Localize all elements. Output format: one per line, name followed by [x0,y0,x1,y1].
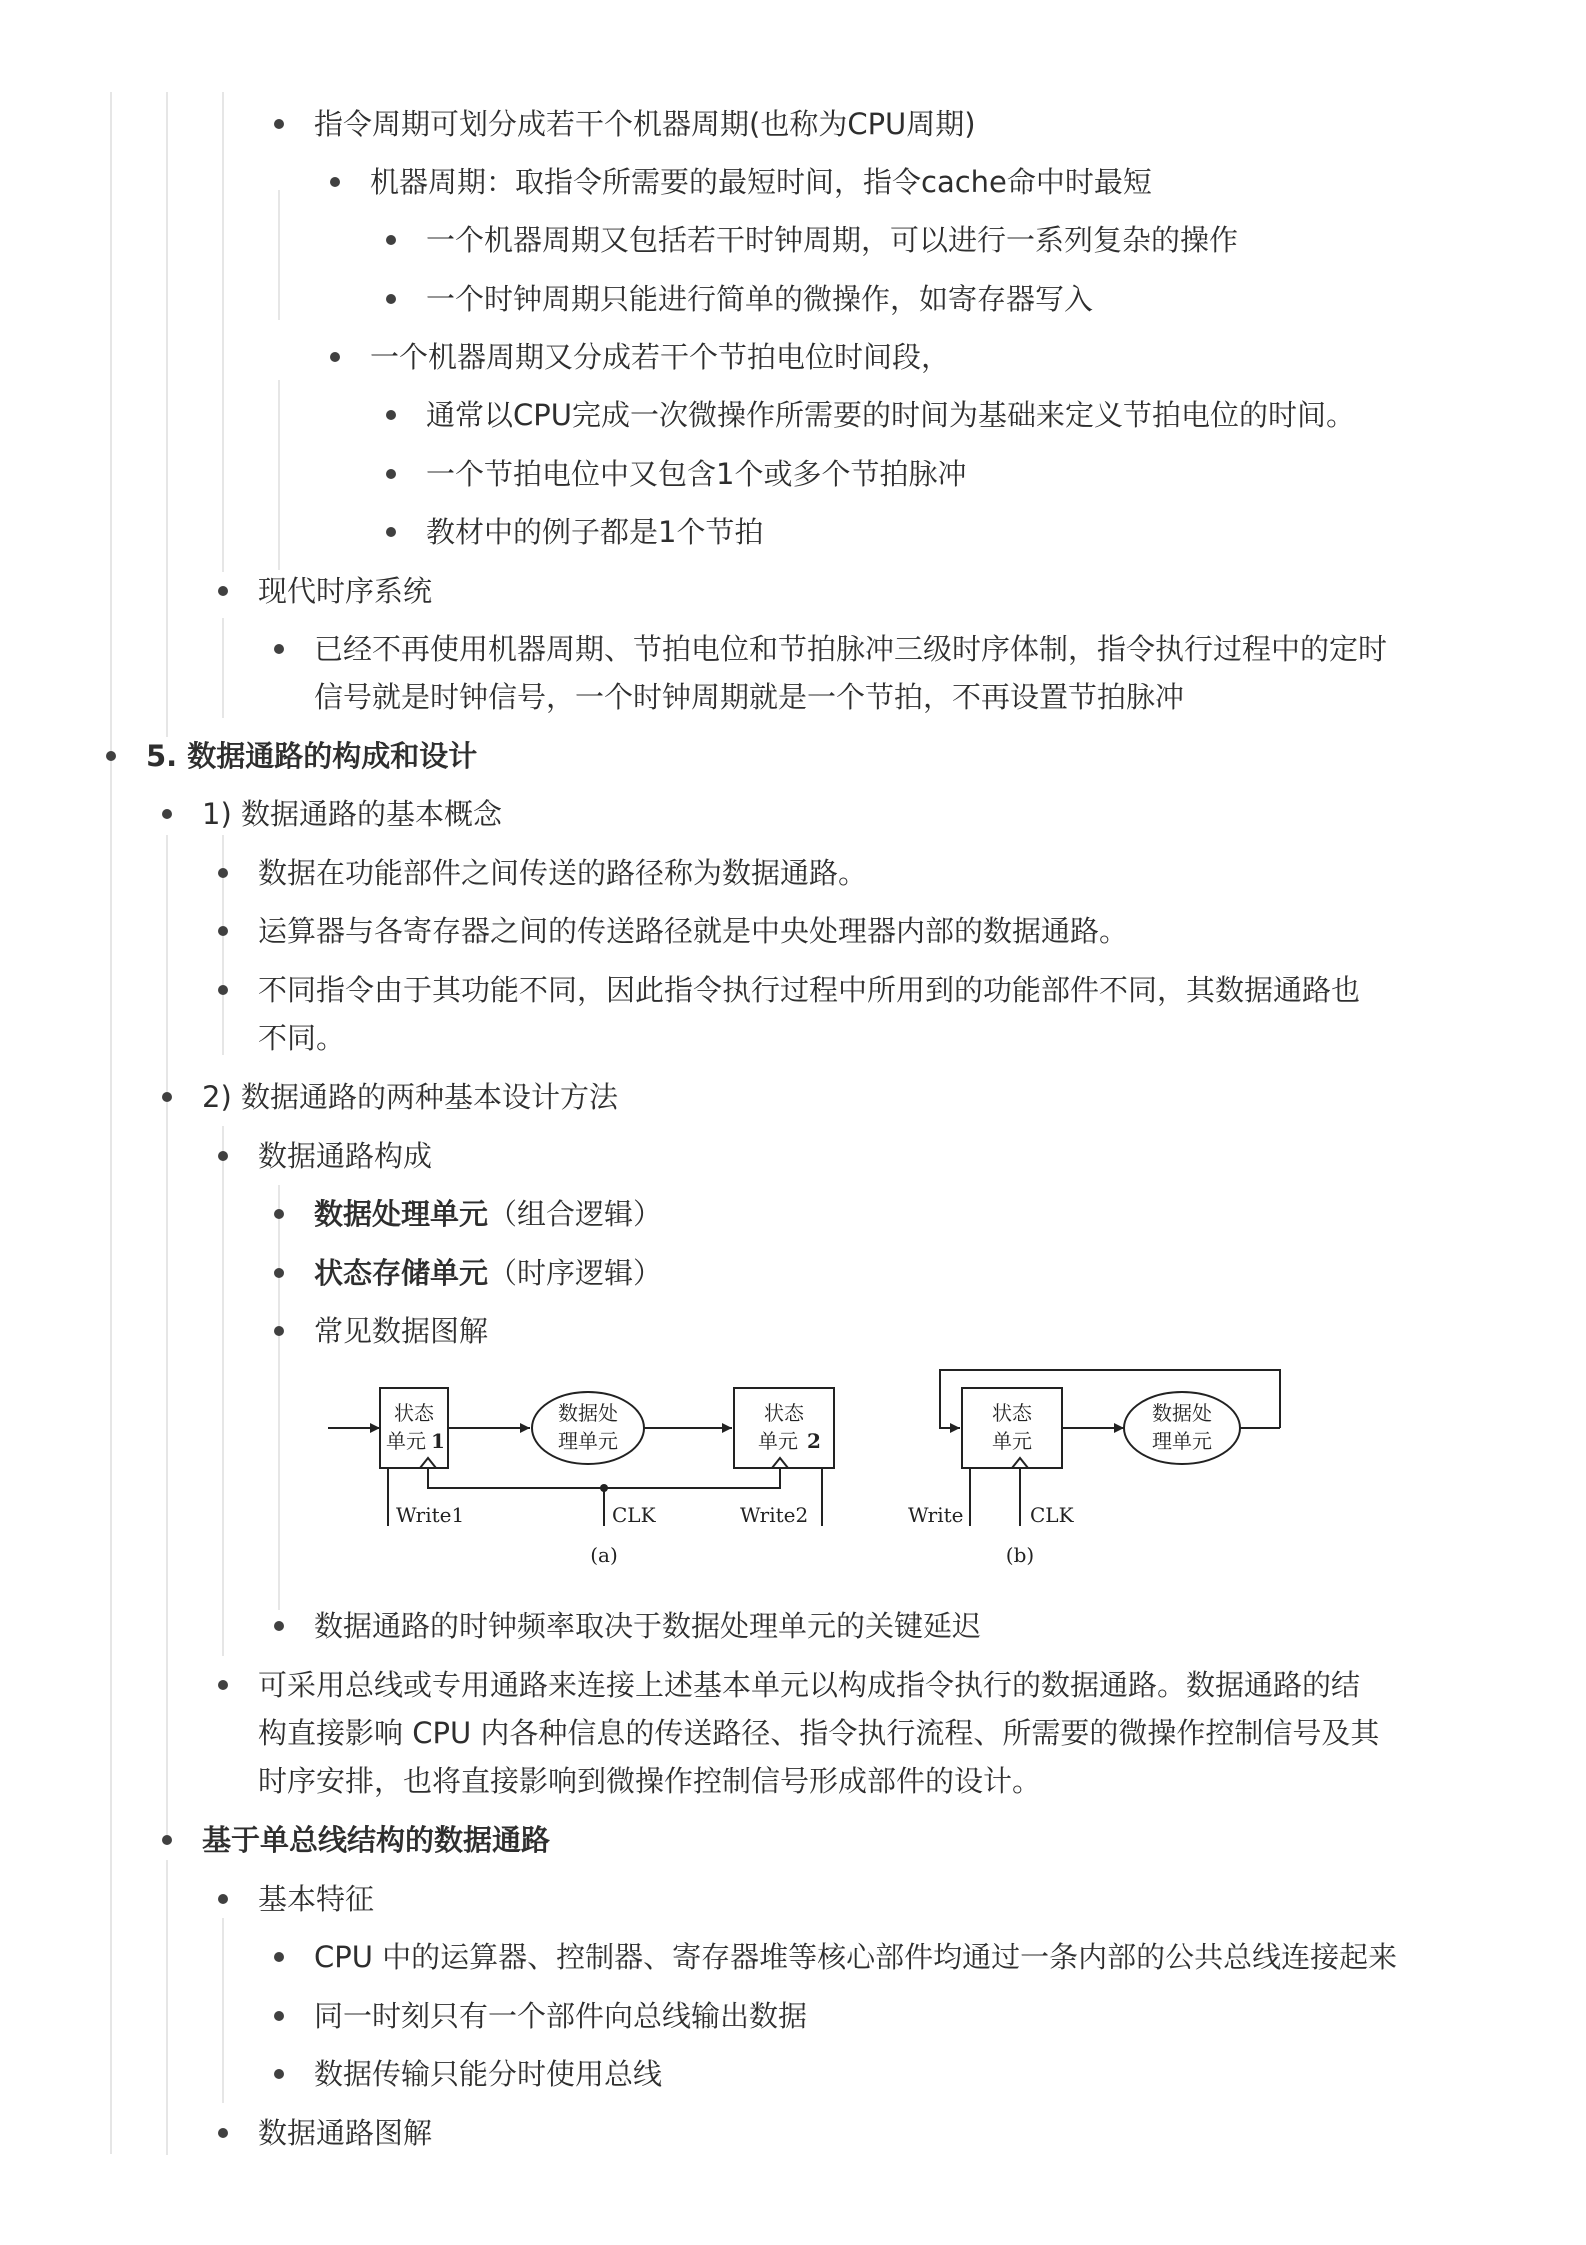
write-label: Write [908,1503,964,1527]
guide-line [222,1126,224,1656]
bullet [162,1092,172,1102]
list-item-text: 已经不再使用机器周期、节拍电位和节拍脉冲三级时序体制，指令执行过程中的定时 [314,632,1388,666]
list-item-text: 数据通路构成 [258,1139,433,1173]
bullet [386,527,396,537]
bullet [274,2069,284,2079]
list-item-text: 通常以CPU完成一次微操作所需要的时间为基础来定义节拍电位的时间。 [426,398,1355,432]
bullet [218,586,228,596]
guide-line [110,92,112,2154]
bullet [386,235,396,245]
caption-a: (a) [590,1543,618,1567]
state2-label: 单元 [758,1429,798,1453]
list-item-text: 一个机器周期又包括若干时钟周期，可以进行一系列复杂的操作 [426,223,1239,257]
list-item-text: 构直接影响 CPU 内各种信息的传送路径、指令执行流程、所需要的微操作控制信号及其 [258,1716,1380,1750]
write2-label: Write2 [740,1503,809,1527]
state2-label: 状态 [764,1401,804,1425]
bullet [218,985,228,995]
bullet [218,1894,228,1904]
bullet [274,1621,284,1631]
clock-edge [420,1458,436,1468]
state-unit-1 [380,1388,448,1468]
clk-label: CLK [1030,1503,1074,1527]
state2-number: 2 [807,1429,821,1453]
list-item-text: 常见数据图解 [314,1314,489,1348]
list-item-text: 机器周期：取指令所需要的最短时间，指令cache命中时最短 [370,165,1152,199]
bullet [274,119,284,129]
caption-b: (b) [1005,1543,1035,1567]
term-note: （时序逻辑） [488,1256,663,1290]
bullet [218,926,228,936]
guide-line [222,1918,224,2103]
proc-b-label: 数据处 [1152,1401,1212,1425]
state1-label: 单元 [386,1429,426,1453]
feedback-loop [940,1370,1280,1428]
guide-line [278,1185,280,1610]
bullet [330,177,340,187]
state1-label: 状态 [394,1401,434,1425]
list-item-text: CPU 中的运算器、控制器、寄存器堆等核心部件均通过一条内部的公共总线连接起来 [314,1940,1398,1974]
bullet [386,294,396,304]
list-item-text: 2) 数据通路的两种基本设计方法 [202,1080,618,1114]
bullet [162,1835,172,1845]
bullet [274,1326,284,1336]
state-unit [962,1388,1062,1468]
section-heading: 基于单总线结构的数据通路 [202,1823,551,1857]
list-item-text: 不同。 [258,1021,346,1055]
guide-line [222,618,224,718]
guide-line [166,1860,168,2155]
list-item-text: 1) 数据通路的基本概念 [202,797,502,831]
list-item-text: 信号就是时钟信号，一个时钟周期就是一个节拍，不再设置节拍脉冲 [314,680,1185,714]
list-item-text: 数据传输只能分时使用总线 [314,2057,663,2091]
list-item-text: 不同指令由于其功能不同，因此指令执行过程中所用到的功能部件不同，其数据通路也 [258,973,1361,1007]
guide-line [278,380,280,570]
guide-line [166,835,168,1835]
list-item-text: 一个节拍电位中又包含1个或多个节拍脉冲 [426,457,967,491]
bullet [218,868,228,878]
clock-edge [1012,1458,1028,1468]
bold-term: 状态存储单元 [314,1256,489,1290]
guide-line [278,190,280,320]
bold-term: 数据处理单元 [314,1197,489,1231]
state-unit-2 [734,1388,834,1468]
list-item-text: 指令周期可划分成若干个机器周期(也称为CPU周期) [314,107,976,141]
list-item-text: 基本特征 [258,1882,375,1916]
guide-line [222,92,224,572]
list-item-text: 可采用总线或专用通路来连接上述基本单元以构成指令执行的数据通路。数据通路的结 [258,1668,1361,1702]
bullet [162,809,172,819]
bullet [274,1209,284,1219]
bullet [274,644,284,654]
list-item-text: 数据通路图解 [258,2116,433,2150]
bullet [386,410,396,420]
bullet [274,1952,284,1962]
term-note: （组合逻辑） [488,1197,663,1231]
bullet [386,469,396,479]
bullet [274,1268,284,1278]
state-label: 状态 [992,1401,1032,1425]
clock-edge [772,1458,788,1468]
bullet [218,2128,228,2138]
section-heading: 5. 数据通路的构成和设计 [146,739,478,773]
list-item-text: 现代时序系统 [258,574,433,608]
list-item-text: 教材中的例子都是1个节拍 [426,515,764,549]
proc-a-label: 理单元 [558,1429,618,1453]
bullet [218,1151,228,1161]
list-item-text: 数据在功能部件之间传送的路径称为数据通路。 [258,856,868,890]
state1-number: 1 [431,1429,445,1453]
state-label: 单元 [992,1429,1032,1453]
clk-label: CLK [612,1503,656,1527]
list-item-text: 一个时钟周期只能进行简单的微操作，如寄存器写入 [426,282,1094,316]
list-item-text [314,1249,662,1297]
bullet [330,352,340,362]
write1-label: Write1 [396,1503,465,1527]
datapath-figure [320,1350,1300,1590]
list-item-text: 时序安排，也将直接影响到微操作控制信号形成部件的设计。 [258,1764,1042,1798]
list-item-text: 运算器与各寄存器之间的传送路径就是中央处理器内部的数据通路。 [258,914,1129,948]
list-item-text [314,1190,662,1238]
bullet [106,751,116,761]
proc-b-label: 理单元 [1152,1429,1212,1453]
guide-line [166,92,168,737]
list-item-text: 一个机器周期又分成若干个节拍电位时间段， [370,340,951,374]
bullet [218,1680,228,1690]
list-item-text: 同一时刻只有一个部件向总线输出数据 [314,1999,808,2033]
proc-a-label: 数据处 [558,1401,618,1425]
bullet [274,2011,284,2021]
clk-junction [600,1484,608,1492]
list-item-text: 数据通路的时钟频率取决于数据处理单元的关键延迟 [314,1609,982,1643]
